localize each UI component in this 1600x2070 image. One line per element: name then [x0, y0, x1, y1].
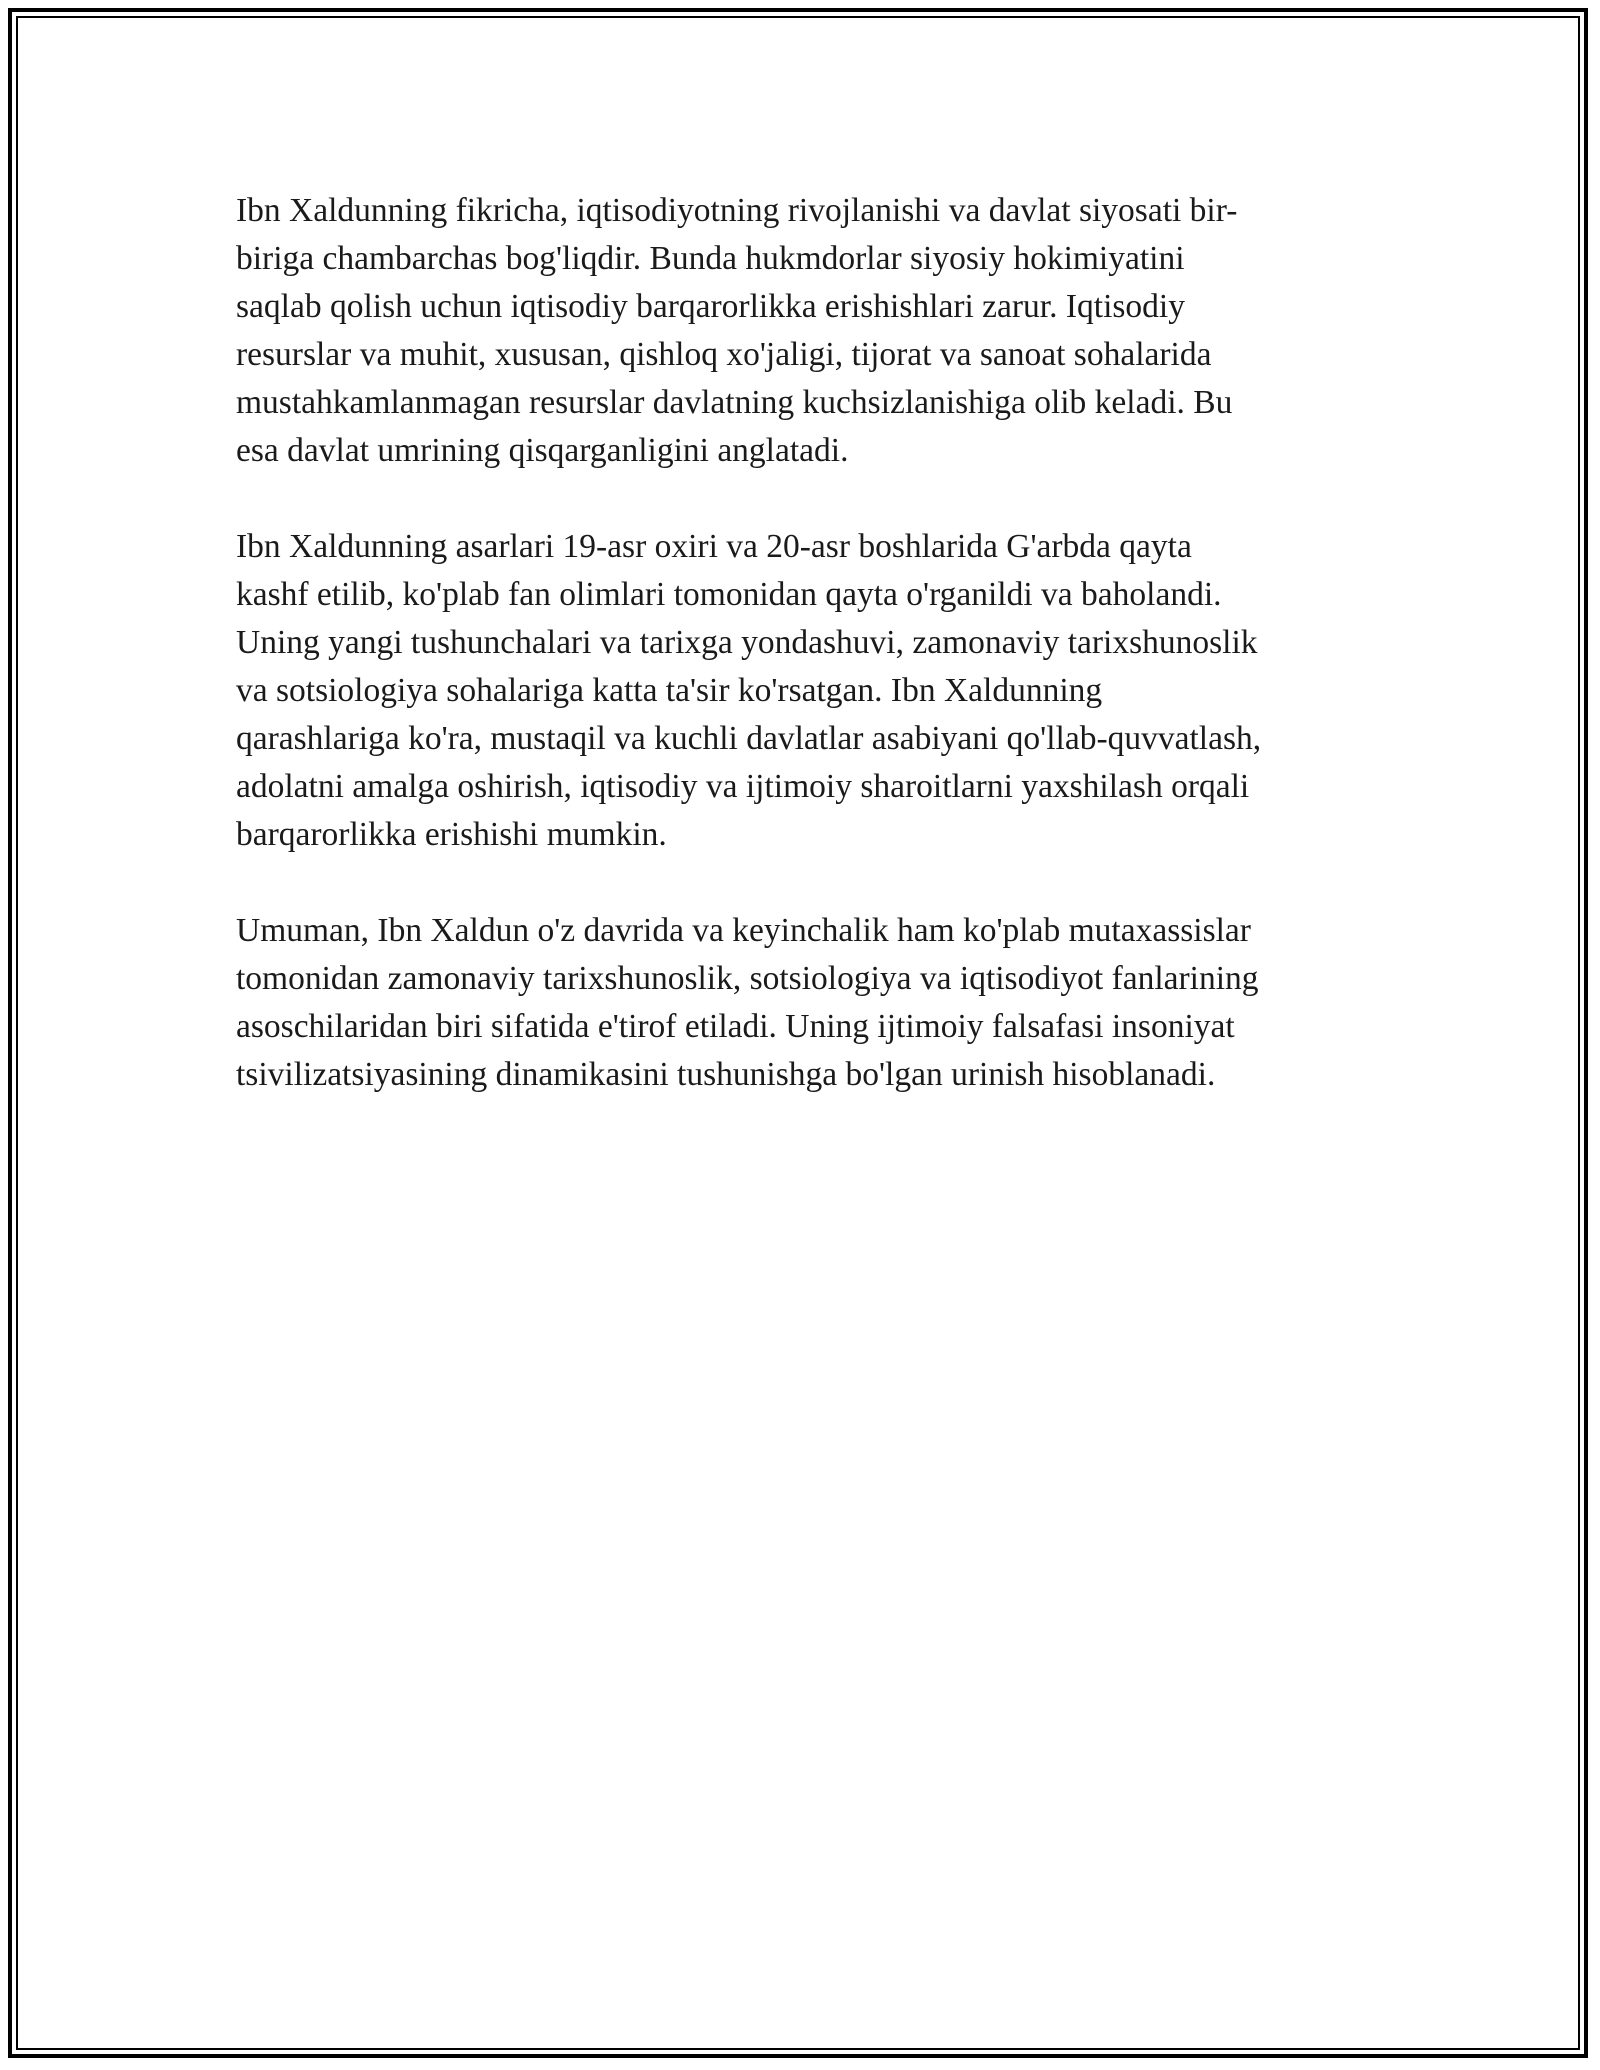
- paragraph-line: tsivilizatsiyasining dinamikasini tushunishga bo'lgan urinish hisoblanadi.: [236, 1056, 1216, 1093]
- paragraph-line: barqarorlikka erishishi mumkin.: [236, 816, 667, 853]
- paragraph-1: [236, 187, 1376, 475]
- paragraph-line: tomonidan zamonaviy tarixshunoslik, sotsiologiya va iqtisodiyot fanlarining: [236, 960, 1259, 997]
- paragraph-line: adolatni amalga oshirish, iqtisodiy va ijtimoiy sharoitlarni yaxshilash orqali: [236, 768, 1250, 805]
- paragraph-line: saqlab qolish uchun iqtisodiy barqarorlikka erishishlari zarur. Iqtisodiy: [236, 288, 1185, 325]
- paragraph-line: va sotsiologiya sohalariga katta ta'sir ko'rsatgan. Ibn Xaldunning: [236, 672, 1103, 709]
- paragraph-line: Uning yangi tushunchalari va tarixga yondashuvi, zamonaviy tarixshunoslik: [236, 624, 1258, 661]
- paragraph-line: Ibn Xaldunning fikricha, iqtisodiyotning rivojlanishi va davlat siyosati bir-: [236, 192, 1238, 229]
- paragraph-2: [236, 523, 1376, 859]
- paragraph-line: asoschilaridan biri sifatida e'tirof etiladi. Uning ijtimoiy falsafasi insoniyat: [236, 1008, 1235, 1045]
- paragraph-line: Umuman, Ibn Xaldun o'z davrida va keyinchalik ham ko'plab mutaxassislar: [236, 912, 1251, 949]
- paragraph-line: qarashlariga ko'ra, mustaqil va kuchli davlatlar asabiyani qo'llab-quvvatlash,: [236, 720, 1262, 757]
- paragraph-line: esa davlat umrining qisqarganligini anglatadi.: [236, 432, 849, 469]
- paragraph-line: resurslar va muhit, xususan, qishloq xo'jaligi, tijorat va sanoat sohalarida: [236, 336, 1212, 373]
- paragraph-line: mustahkamlanmagan resurslar davlatning kuchsizlanishiga olib keladi. Bu: [236, 384, 1233, 421]
- document-body: [236, 187, 1376, 1147]
- paragraph-line: kashf etilib, ko'plab fan olimlari tomonidan qayta o'rganildi va baholandi.: [236, 576, 1222, 613]
- paragraph-3: [236, 907, 1376, 1099]
- paragraph-line: Ibn Xaldunning asarlari 19-asr oxiri va 20-asr boshlarida G'arbda qayta: [236, 528, 1192, 565]
- paragraph-line: biriga chambarchas bog'liqdir. Bunda hukmdorlar siyosiy hokimiyatini: [236, 240, 1185, 277]
